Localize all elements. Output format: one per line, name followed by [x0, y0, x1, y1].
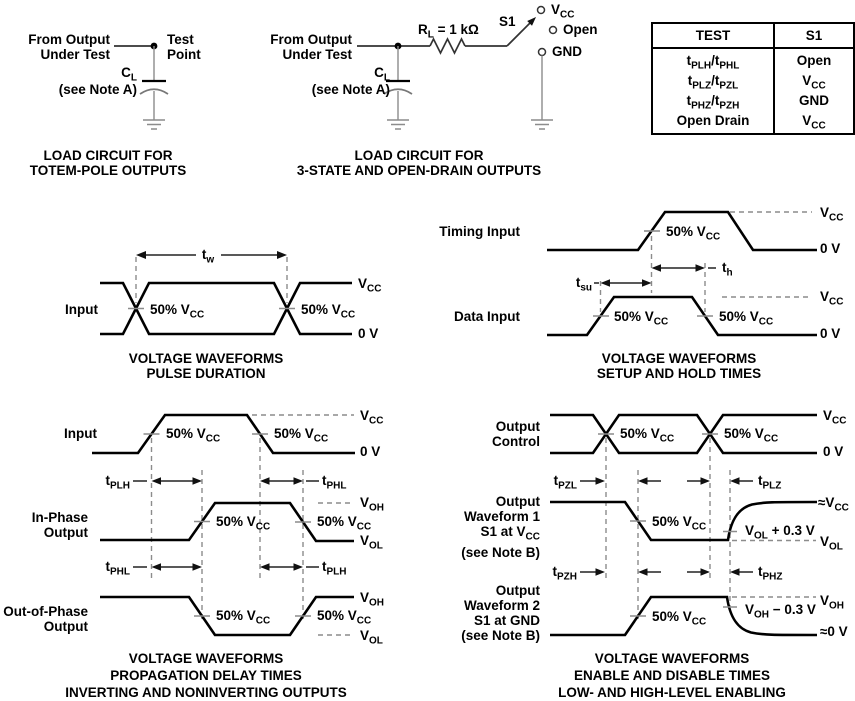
th-label: $t_h$ [722, 260, 733, 279]
voh-level-label: $V_{OH}$ [360, 590, 385, 609]
switch-pos-vcc [538, 7, 545, 14]
switch-pos-gnd [539, 49, 546, 56]
fifty-pct-vcc-label: 50% $V_{CC}$ [216, 514, 271, 533]
vol-plus-03-label: $V_{OL} + 0.3$ V [745, 523, 815, 542]
from-output-label: From Output Under Test [28, 32, 110, 62]
out-of-phase-output-label: Out-of-Phase Output [3, 604, 88, 634]
voh-minus-03-label: $V_{OH} - 0.3$ V [745, 602, 816, 621]
tw-label: $t_w$ [201, 247, 215, 266]
vcc-level-label: $V_{CC}$ [823, 408, 847, 427]
note-a-label: (see Note A) [311, 82, 390, 97]
open-position-label: Open [563, 22, 598, 37]
vol-level-label: $V_{OL}$ [360, 628, 383, 647]
table-row: GND [799, 93, 829, 108]
vol-level-label: $V_{OL}$ [360, 533, 383, 552]
table-header-s1: S1 [775, 24, 853, 49]
vcc-level-label: $V_{CC}$ [820, 205, 844, 224]
fifty-pct-vcc-label: 50% $V_{CC}$ [652, 514, 707, 533]
note-a-label: (see Note A) [58, 82, 137, 97]
ground-icon [387, 120, 409, 129]
table-header-test: TEST [653, 24, 775, 49]
fifty-pct-vcc-label: 50% $V_{CC}$ [666, 224, 721, 243]
table-row: Open Drain [653, 111, 775, 133]
setup-hold-caption: VOLTAGE WAVEFORMS SETUP AND HOLD TIMES [596, 351, 762, 381]
input-label: Input [64, 426, 97, 441]
test-point-label: Test Point [167, 32, 201, 62]
fifty-pct-vcc-label: 50% $V_{CC}$ [719, 309, 774, 328]
zero-v-level-label: 0 V [823, 444, 844, 459]
input-label: Input [65, 302, 98, 317]
ground-icon [143, 120, 165, 129]
vol-level-label: $V_{OL}$ [820, 534, 843, 553]
three-state-caption: LOAD CIRCUIT FOR 3-STATE AND OPEN-DRAIN OUTPUTS [296, 148, 542, 178]
table-row: $V_{CC}$ [802, 73, 826, 92]
vcc-position-label: $V_{CC}$ [551, 2, 575, 21]
propagation-delay-caption: VOLTAGE WAVEFORMS PROPAGATION DELAY TIMES INVERTING AND NONINVERTING OUTPUTS [65, 651, 347, 700]
rl-label: $R_L = 1$ kΩ [418, 22, 479, 41]
data-input-label: Data Input [454, 309, 520, 324]
cl-label: $C_L$ [121, 65, 137, 84]
zero-v-level-label: 0 V [820, 326, 841, 341]
fifty-pct-vcc-label: 50% $V_{CC}$ [150, 302, 205, 321]
zero-v-level-label: 0 V [358, 326, 379, 341]
fifty-pct-vcc-label: 50% $V_{CC}$ [166, 426, 221, 445]
timing-input-label: Timing Input [439, 224, 520, 239]
fifty-pct-vcc-label: 50% $V_{CC}$ [614, 309, 669, 328]
fifty-pct-vcc-label: 50% $V_{CC}$ [274, 426, 329, 445]
pulse-duration-caption: VOLTAGE WAVEFORMS PULSE DURATION [128, 351, 284, 381]
output-waveform1-label: Output Waveform 1 S1 at $V_{CC}$ (see Note B) [461, 494, 540, 560]
table-row: Open [796, 53, 832, 68]
tpzh-label: $t_{PZH}$ [552, 564, 577, 583]
s1-label: S1 [499, 14, 516, 29]
output-control-label: Output Control [492, 419, 540, 449]
fifty-pct-vcc-label: 50% $V_{CC}$ [216, 608, 271, 627]
tpzl-label: $t_{PZL}$ [553, 473, 577, 492]
fifty-pct-vcc-label: 50% $V_{CC}$ [620, 426, 675, 445]
table-row: $V_{CC}$ [802, 113, 826, 132]
voh-level-label: $V_{OH}$ [360, 495, 385, 514]
vcc-level-label: $V_{CC}$ [358, 276, 382, 295]
table-row: $t_{PLZ}/t_{PZL}$ [653, 71, 775, 91]
vcc-level-label: $V_{CC}$ [820, 289, 844, 308]
tphz-label: $t_{PHZ}$ [758, 564, 783, 583]
voh-level-label: $V_{OH}$ [820, 593, 845, 612]
zero-v-level-label: 0 V [820, 241, 841, 256]
zero-v-level-label: 0 V [360, 444, 381, 459]
tplh-label: $t_{PLH}$ [322, 559, 347, 578]
gnd-position-label: GND [552, 44, 582, 59]
approx-zero-v-level-label: ≈0 V [820, 624, 848, 639]
fifty-pct-vcc-label: 50% $V_{CC}$ [317, 514, 372, 533]
tplz-label: $t_{PLZ}$ [758, 473, 782, 492]
tsu-label: $t_{su}$ [575, 275, 592, 294]
fifty-pct-vcc-label: 50% $V_{CC}$ [301, 302, 356, 321]
output-waveform2-label: Output Waveform 2 S1 at GND (see Note B) [461, 583, 540, 643]
fifty-pct-vcc-label: 50% $V_{CC}$ [724, 426, 779, 445]
totem-pole-caption: LOAD CIRCUIT FOR TOTEM-POLE OUTPUTS [29, 148, 187, 178]
tphl-label: $t_{PHL}$ [322, 473, 347, 492]
approx-vcc-level-label: $\approx V_{CC}$ [818, 495, 849, 514]
table-row: $t_{PLH}/t_{PHL}$ [653, 49, 775, 71]
from-output-label: From Output Under Test [270, 32, 352, 62]
in-phase-output-label: In-Phase Output [31, 510, 88, 540]
switch-pos-open [550, 27, 557, 34]
tphl-label: $t_{PHL}$ [105, 559, 130, 578]
fifty-pct-vcc-label: 50% $V_{CC}$ [317, 608, 372, 627]
ground-icon [531, 120, 553, 129]
enable-disable-caption: VOLTAGE WAVEFORMS ENABLE AND DISABLE TIMES LOW- AND HIGH-LEVEL ENABLING [558, 651, 786, 700]
tplh-label: $t_{PLH}$ [105, 473, 130, 492]
fifty-pct-vcc-label: 50% $V_{CC}$ [652, 609, 707, 628]
s1-test-table [651, 22, 855, 135]
cl-label: $C_L$ [374, 65, 390, 84]
table-row: $t_{PHZ}/t_{PZH}$ [653, 91, 775, 111]
vcc-level-label: $V_{CC}$ [360, 408, 384, 427]
